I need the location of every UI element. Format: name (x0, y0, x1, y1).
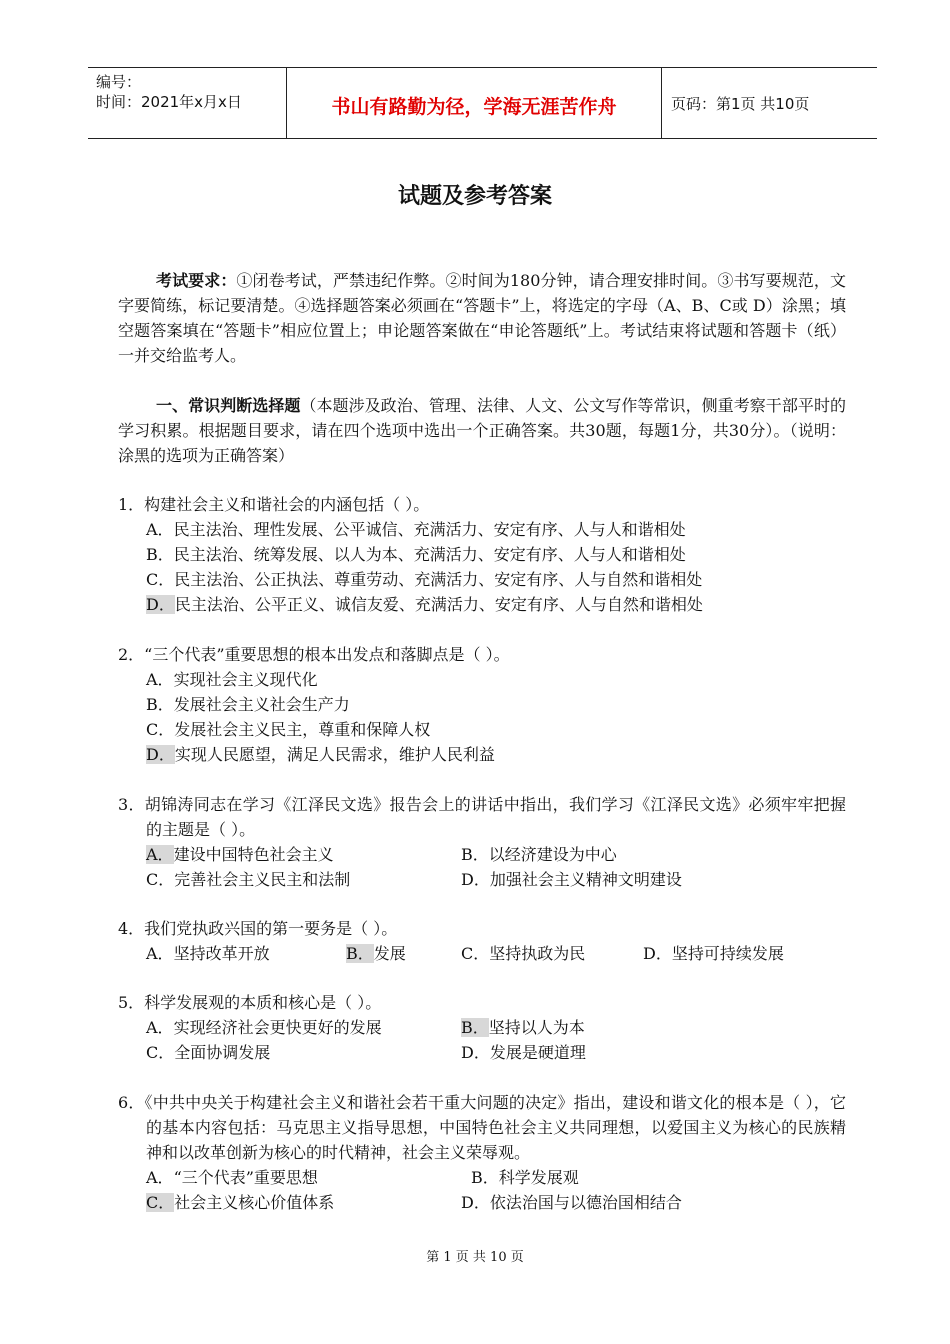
question-stem: 5．科学发展观的本质和核心是（ ）。 (118, 993, 382, 1012)
correct-answer-mark: D． (146, 595, 175, 614)
option-row (118, 592, 846, 617)
option-row (118, 867, 846, 892)
question-6 (118, 1090, 846, 1215)
option-d: D．发展是硬道理 (461, 1043, 586, 1062)
page-header (88, 67, 877, 139)
requirements-label: 考试要求： (156, 271, 237, 290)
option-c: C．全面协调发展 (146, 1043, 271, 1062)
header-info-cell (88, 68, 286, 138)
option-row (118, 742, 846, 767)
option-row (118, 692, 846, 717)
option-b-correct: B．发展 (346, 944, 406, 963)
question-4 (118, 916, 846, 966)
requirements-text: ①闭卷考试，严禁违纪作弊。②时间为180分钟，请合理安排时间。③书写要规范，文字要简练，标记要清楚。④选择题答案必须画在“答题卡”上，将选定的字母（A、B、C或 D）涂黑；填空题答案填在“答题卡”相应位置上；申论题答案做在“申论答题纸”上。考试结束将试题和答题卡（纸）一并交给监考人。 (118, 271, 846, 365)
header-page-cell (661, 68, 877, 138)
option-d: D．依法治国与以德治国相结合 (461, 1193, 682, 1212)
option-row (118, 1165, 846, 1190)
section-label: 一、常识判断选择题 (156, 396, 301, 415)
option-b-correct: B．坚持以人为本 (461, 1018, 585, 1037)
question-1 (118, 492, 846, 617)
option-d: D．坚持可持续发展 (643, 944, 784, 963)
exam-requirements (118, 268, 846, 368)
option-a: A．坚持改革开放 (146, 944, 270, 963)
question-stem: 2．“三个代表”重要思想的根本出发点和落脚点是（ ）。 (118, 645, 510, 664)
option-b: B．以经济建设为中心 (461, 845, 617, 864)
option-row (118, 1190, 846, 1215)
option-a-correct: A．建设中国特色社会主义 (146, 845, 334, 864)
question-5 (118, 990, 846, 1065)
option-a: A．“三个代表”重要思想 (146, 1168, 318, 1187)
page-number-label: 页码：第1页 共10页 (671, 95, 810, 113)
number-label: 编号： (96, 73, 142, 91)
time-label: 时间：2021年x月x日 (96, 93, 242, 111)
document-title: 试题及参考答案 (397, 184, 552, 209)
option-row (118, 717, 846, 742)
option-row (118, 941, 846, 966)
page-footer: 第 1 页 共 10 页 (426, 1250, 524, 1265)
option-c-correct: C．社会主义核心价值体系 (146, 1193, 335, 1212)
correct-answer-mark: C． (146, 1193, 175, 1212)
option-a: A．实现社会主义现代化 (146, 670, 318, 689)
option-a: A．民主法治、理性发展、公平诚信、充满活力、安定有序、人与人和谐相处 (146, 520, 686, 539)
option-row (118, 517, 846, 542)
option-row (118, 1040, 846, 1065)
option-row (118, 567, 846, 592)
question-2 (118, 642, 846, 767)
section-intro (118, 393, 846, 468)
option-d-correct: D．民主法治、公平正义、诚信友爱、充满活力、安定有序、人与自然和谐相处 (146, 595, 703, 614)
correct-answer-mark: B． (461, 1018, 489, 1037)
option-b: B．科学发展观 (471, 1168, 579, 1187)
option-row (118, 1015, 846, 1040)
option-row (118, 542, 846, 567)
option-c: C．坚持执政为民 (461, 944, 586, 963)
question-3 (118, 792, 846, 892)
option-c: C．完善社会主义民主和法制 (146, 870, 351, 889)
question-stem: 6．《中共中央关于构建社会主义和谐社会若干重大问题的决定》指出，建设和谐文化的根本是（ ），它的基本内容包括：马克思主义指导思想，中国特色社会主义共同理想，以爱国主义为核心的民族精神和以改革创新为核心的时代精神，社会主义荣辱观。 (118, 1093, 846, 1162)
section-text: （本题涉及政治、管理、法律、人文、公文写作等常识，侧重考察干部平时的学习积累。根据题目要求，请在四个选项中选出一个正确答案。共30题，每题1分，共30分）。（说明：涂黑的选项为正确答案） (118, 396, 846, 465)
option-c: C．民主法治、公正执法、尊重劳动、充满活力、安定有序、人与自然和谐相处 (146, 570, 703, 589)
question-stem: 1．构建社会主义和谐社会的内涵包括（ ）。 (118, 495, 430, 514)
option-b: B．民主法治、统筹发展、以人为本、充满活力、安定有序、人与人和谐相处 (146, 545, 686, 564)
option-d-correct: D．实现人民愿望，满足人民需求，维护人民利益 (146, 745, 495, 764)
option-row (118, 667, 846, 692)
correct-answer-mark: B． (346, 944, 374, 963)
question-stem: 4．我们党执政兴国的第一要务是（ ）。 (118, 919, 398, 938)
option-a: A．实现经济社会更快更好的发展 (146, 1018, 382, 1037)
correct-answer-mark: A． (146, 845, 174, 864)
question-stem: 3．胡锦涛同志在学习《江泽民文选》报告会上的讲话中指出，我们学习《江泽民文选》必须牢牢把握的主题是（ ）。 (118, 795, 846, 839)
option-d: D．加强社会主义精神文明建设 (461, 870, 682, 889)
option-c: C．发展社会主义民主，尊重和保障人权 (146, 720, 431, 739)
correct-answer-mark: D． (146, 745, 175, 764)
option-row (118, 842, 846, 867)
header-motto-cell (286, 68, 662, 138)
motto-text: 书山有路勤为径，学海无涯苦作舟 (331, 96, 617, 118)
option-b: B．发展社会主义社会生产力 (146, 695, 350, 714)
